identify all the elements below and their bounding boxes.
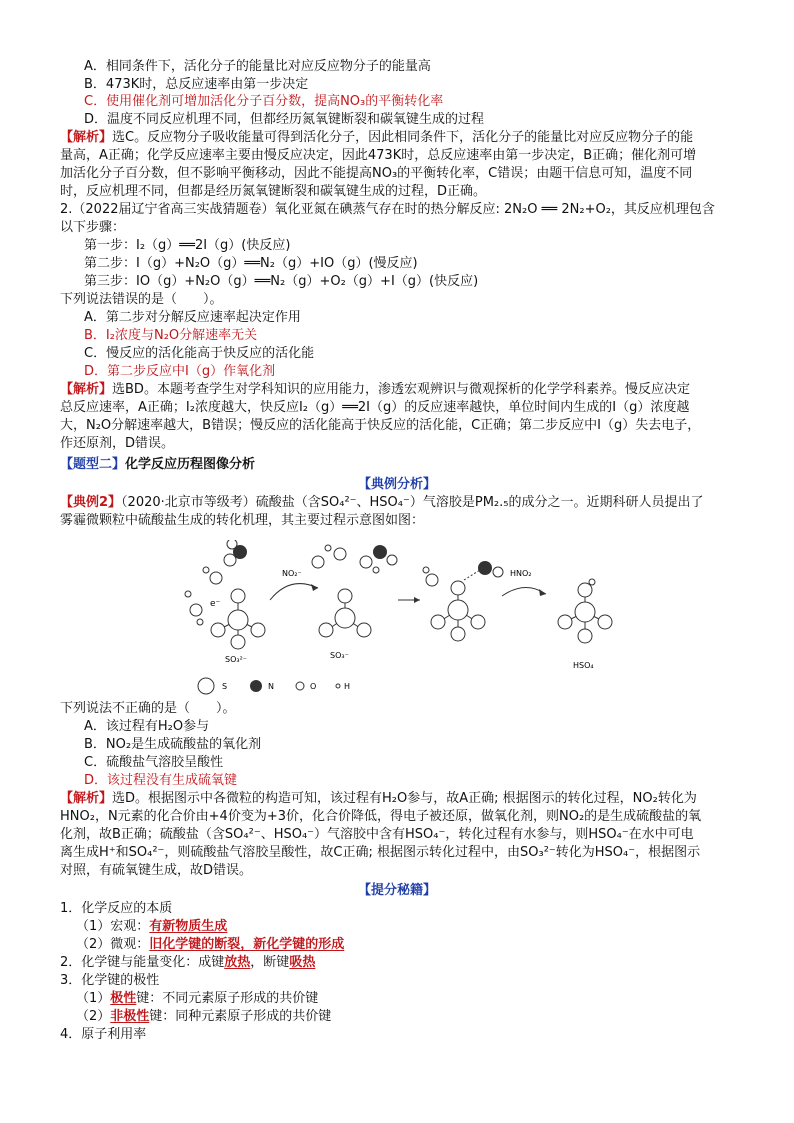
tips-item-3: 3．化学键的极性	[60, 973, 160, 988]
sulfur-atom	[575, 602, 595, 622]
electron-label: e⁻	[210, 599, 221, 609]
oxygen-atom	[493, 567, 503, 577]
example2-analysis-line: 离生成H⁺和SO₄²⁻，则硫酸盐气溶胶呈酸性，故C正确; 根据图示转化过程中，由SO₃²⁻转化为HSO₄⁻，根据图示	[60, 845, 701, 860]
arrowhead	[539, 589, 546, 596]
q1-analysis-line: 量高，A正确；化学反应速率主要由慢反应决定，因此473K时，总反应速率由第一步决定，B正确；催化剂可增	[60, 148, 697, 163]
oxygen-atom	[451, 627, 465, 641]
hydrogen-atom	[325, 545, 331, 551]
key-term: 吸热	[289, 955, 316, 970]
q2-analysis-line: 大，N₂O分解速率越大，B错误；慢反应的活化能高于快反应的活化能，C正确；第二步反应中I（g）失去电子，	[60, 418, 701, 433]
reaction-arrow	[270, 584, 318, 600]
q1-option-a: A．相同条件下，活化分子的能量比对应反应物分子的能量高	[84, 59, 431, 74]
example2-option-d: D．该过程没有生成硫氧键	[84, 773, 238, 788]
q2-step-1: 第一步：I₂（g）══2I（g）(快反应)	[84, 238, 291, 253]
example2-option-a: A．该过程有H₂O参与	[84, 719, 210, 734]
analysis-tag: 【解析】	[60, 130, 113, 145]
oxygen-atom	[231, 589, 245, 603]
type-tag: 【题型二】	[60, 457, 126, 472]
oxygen-atom	[210, 572, 222, 584]
q2-analysis-line: 【解析】选BD。本题考查学生对学科知识的应用能力，渗透宏观辨识与微观探析的化学学科素养。慢反应决定	[60, 382, 690, 397]
nitrogen-atom	[373, 545, 387, 559]
section-heading-tips: 【提分秘籍】	[357, 883, 436, 898]
legend-label: N	[268, 682, 274, 691]
q2-question: 下列说法错误的是（ ）。	[60, 292, 223, 307]
oxygen-atom	[190, 604, 202, 616]
so3-2-label: SO₃²⁻	[225, 655, 248, 664]
oxygen-atom	[426, 574, 438, 586]
sulfur-atom	[335, 608, 355, 628]
oxygen-atom	[319, 623, 333, 637]
oxygen-atom	[211, 623, 225, 637]
q2-option-b: B．I₂浓度与N₂O分解速率无关	[84, 328, 258, 343]
example2-analysis-line: 对照，有硫氧键生成，故D错误。	[60, 863, 253, 878]
q2-analysis-line: 总反应速率，A正确；I₂浓度越大，快反应I₂（g）══2I（g）的反应速率越快，单位时间内生成的I（g）浓度越	[60, 400, 690, 415]
hso4-label: HSO₄	[573, 661, 594, 670]
oxygen-atom	[598, 615, 612, 629]
legend-nitrogen-icon	[250, 680, 262, 692]
diagram-legend	[196, 676, 376, 696]
oxygen-atom	[451, 581, 465, 595]
legend-label: H	[344, 682, 351, 691]
hydrogen-atom	[373, 567, 379, 573]
tips-item-3a: （1）极性键：不同元素原子形成的共价键	[76, 991, 319, 1006]
q2-option-c: C．慢反应的活化能高于快反应的活化能	[84, 346, 315, 361]
hydrogen-atom	[197, 619, 203, 625]
example2-stem: 雾霾微颗粒中硫酸盐生成的转化机理，其主要过程示意图如图：	[60, 513, 425, 528]
tips-item-4: 4．原子利用率	[60, 1027, 147, 1042]
arrowhead	[414, 597, 420, 603]
q2-option-a: A．第二步对分解反应速率起决定作用	[84, 310, 301, 325]
key-term: 有新物质生成	[149, 919, 228, 934]
key-term: 放热	[224, 955, 251, 970]
legend-sulfur-icon	[198, 678, 214, 694]
oxygen-atom	[471, 615, 485, 629]
key-term: 非极性	[110, 1009, 150, 1024]
oxygen-atom	[387, 555, 397, 565]
legend-label: O	[310, 682, 317, 691]
oxygen-atom	[558, 615, 572, 629]
q2-step-2: 第二步：I（g）+N₂O（g）══N₂（g）+IO（g）(慢反应)	[84, 256, 418, 271]
arrowhead	[311, 584, 318, 591]
oxygen-atom	[338, 589, 352, 603]
hydrogen-atom	[589, 579, 595, 585]
q1-analysis-line: 【解析】选C。反应物分子吸收能量可得到活化分子，因此相同条件下，活化分子的能量比对应反应物分子的能	[60, 130, 694, 145]
q1-option-d: D．温度不同反应机理不同，但都经历氮氧键断裂和碳氧键生成的过程	[84, 112, 485, 127]
q2-stem: 以下步骤：	[60, 220, 126, 235]
tips-item-3b: （2）非极性键：同种元素原子形成的共价键	[76, 1009, 332, 1024]
oxygen-atom	[431, 615, 445, 629]
sulfur-atom	[448, 600, 468, 620]
oxygen-atom	[578, 629, 592, 643]
q1-analysis-line: 加活化分子百分数，但不影响平衡移动，因此不能提高NO₃的平衡转化率，C错误；由题干信息可知，温度不同	[60, 166, 693, 181]
oxygen-atom	[227, 540, 237, 549]
hydrogen-bond-line	[464, 570, 480, 580]
example2-analysis-line: 化剂，故B正确；硫酸盐（含SO₄²⁻、HSO₄⁻）气溶胶中含有HSO₄⁻，转化过程有水参与，则HSO₄⁻在水中可电	[60, 827, 694, 842]
oxygen-atom	[360, 556, 372, 568]
oxygen-atom	[357, 623, 371, 637]
analysis-tag: 【解析】	[60, 791, 113, 806]
tips-item-1: 1．化学反应的本质	[60, 901, 173, 916]
key-term: 极性	[110, 991, 137, 1006]
hydrogen-atom	[185, 591, 191, 597]
tips-item-1a: （1）宏观：有新物质生成	[76, 919, 228, 934]
type-title: 化学反应历程图像分析	[125, 457, 256, 472]
legend-hydrogen-icon	[336, 684, 340, 688]
key-term: 旧化学键的断裂，新化学键的形成	[149, 937, 345, 952]
type2-heading	[60, 456, 750, 473]
hydrogen-atom	[423, 567, 429, 573]
example2-option-c: C．硫酸盐气溶胶呈酸性	[84, 755, 224, 770]
oxygen-atom	[251, 623, 265, 637]
so3-minus-label: SO₃⁻	[330, 651, 349, 660]
nitrogen-atom	[478, 561, 492, 575]
example2-option-b: B．NO₂是生成硫酸盐的氧化剂	[84, 737, 262, 752]
analysis-tag: 【解析】	[60, 382, 113, 397]
tips-item-1b: （2）微观：旧化学键的断裂，新化学键的形成	[76, 937, 345, 952]
tips-item-2: 2．化学键与能量变化：成键放热，断键吸热	[60, 955, 316, 970]
q2-analysis-line: 作还原剂，D错误。	[60, 436, 175, 451]
example2-stem: 【典例2】（2020·北京市等级考）硫酸盐（含SO₄²⁻、HSO₄⁻）气溶胶是PM₂.₅的成分之一。近期科研人员提出了	[60, 495, 704, 510]
oxygen-atom	[312, 556, 324, 568]
q1-option-b: B．473K时，总反应速率由第一步决定	[84, 77, 309, 92]
no2-label: NO₂⁻	[282, 569, 302, 578]
legend-label: S	[222, 682, 228, 691]
hydrogen-atom	[203, 567, 209, 573]
oxygen-atom	[334, 548, 346, 560]
oxygen-atom	[231, 635, 245, 649]
section-heading-example-analysis: 【典例分析】	[357, 477, 436, 492]
q2-step-3: 第三步：IO（g）+N₂O（g）══N₂（g）+O₂（g）+I（g）(快反应)	[84, 274, 479, 289]
example2-analysis-line: HNO₂，N元素的化合价由+4价变为+3价，化合价降低，得电子被还原，做氧化剂，则NO₂的是生成硫酸盐的氧	[60, 809, 702, 824]
q2-stem: 2.（2022届辽宁省高三实战猜题卷）氧化亚氮在碘蒸气存在时的热分解反应: 2N₂O ══ 2N₂+O₂，其反应机理包含	[60, 202, 715, 217]
sulfur-atom	[228, 610, 248, 630]
q2-option-d: D．第二步反应中I（g）作氧化剂	[84, 364, 276, 379]
oxygen-atom	[578, 583, 592, 597]
q1-analysis-line: 时，反应机理不同，但都是经历氮氧键断裂和碳氧键生成的过程，D正确。	[60, 184, 487, 199]
example2-question: 下列说法不正确的是（ ）。	[60, 701, 236, 716]
example-tag: 【典例2】	[60, 495, 122, 510]
example2-analysis-line: 【解析】选D。根据图示中各微粒的构造可知，该过程有H₂O参与，故A正确; 根据图示的转化过程，NO₂转化为	[60, 791, 697, 806]
hno2-label: HNO₂	[510, 569, 532, 578]
legend-oxygen-icon	[296, 682, 304, 690]
q1-option-c: C．使用催化剂可增加活化分子百分数，提高NO₃的平衡转化率	[84, 94, 444, 109]
